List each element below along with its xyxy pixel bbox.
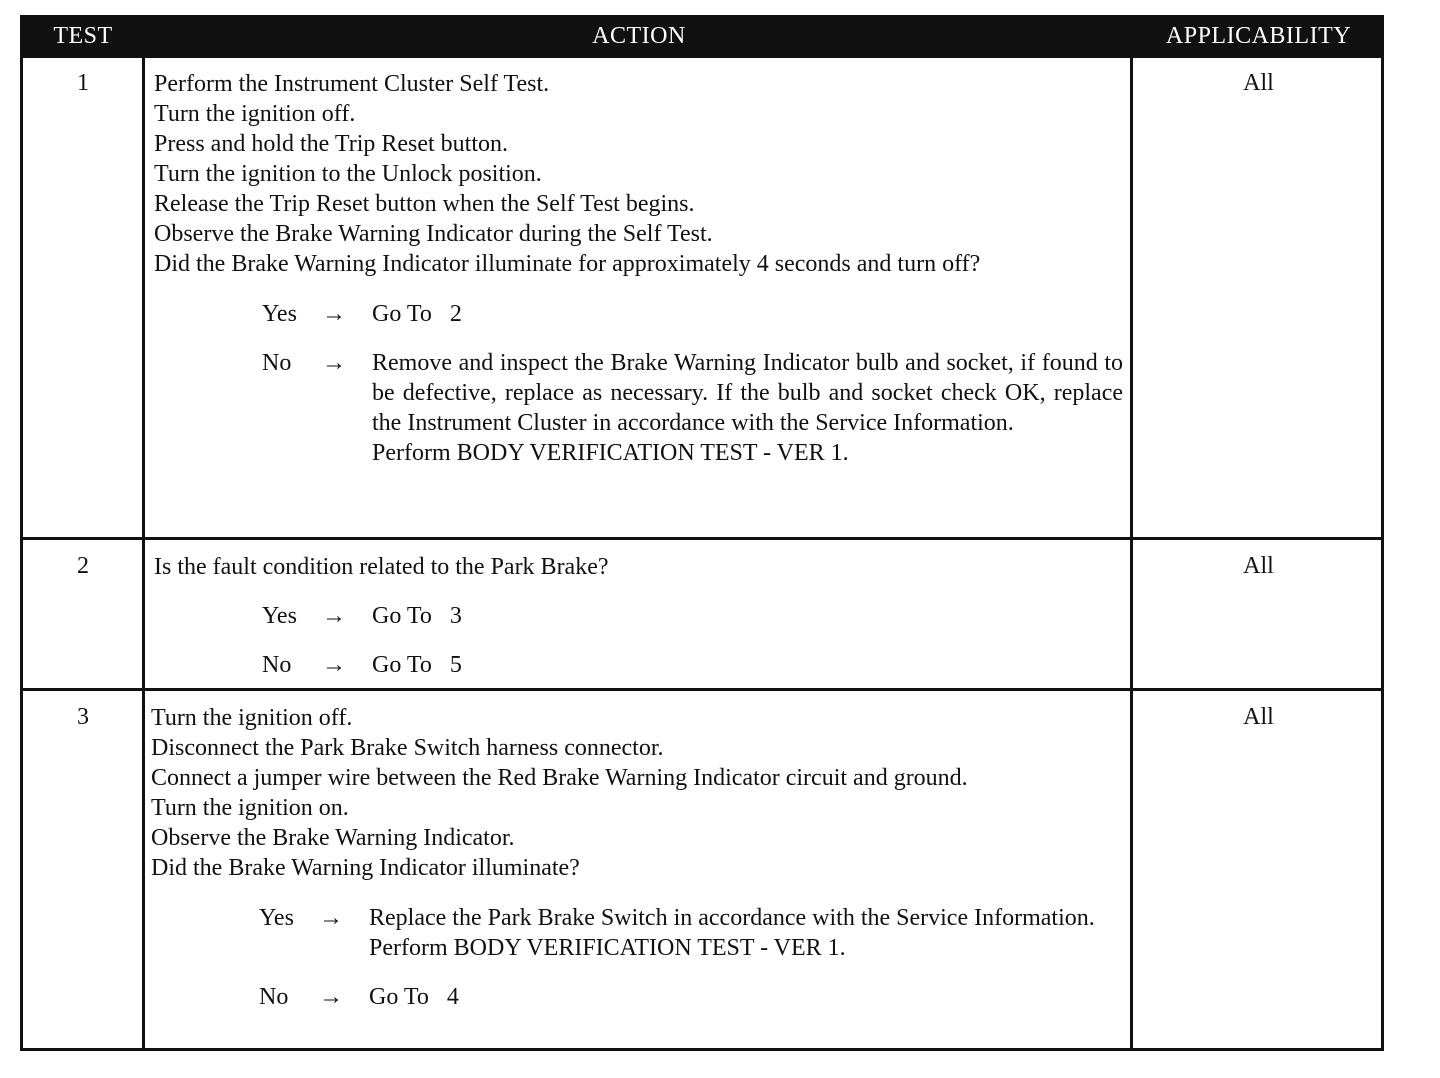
row-divider <box>23 537 1381 540</box>
no-label: No <box>262 350 292 376</box>
applicability-value: All <box>1243 704 1274 730</box>
test-number: 2 <box>77 553 89 579</box>
test-number: 1 <box>77 70 89 96</box>
right-arrow-icon: → <box>319 905 343 931</box>
yes-label: Yes <box>262 301 297 327</box>
right-arrow-icon: → <box>319 984 343 1010</box>
yes-label: Yes <box>262 603 297 629</box>
action-step: Disconnect the Park Brake Switch harness connector. <box>151 735 664 761</box>
action-cell <box>154 552 1123 680</box>
right-arrow-icon: → <box>322 301 346 327</box>
no-response <box>262 348 1123 468</box>
no-label: No <box>262 652 292 678</box>
no-label: No <box>259 984 289 1010</box>
applicability-value: All <box>1243 70 1274 96</box>
yes-action: Go To 2 <box>372 301 462 327</box>
right-arrow-icon: → <box>322 603 346 629</box>
action-question: Did the Brake Warning Indicator illuminate? <box>151 855 580 881</box>
yes-action: Go To 3 <box>372 603 462 629</box>
test-number: 3 <box>77 704 89 730</box>
yes-response <box>262 601 1123 631</box>
yes-action: Replace the Park Brake Switch in accordance with the Service Information. <box>369 905 1095 931</box>
action-step: Observe the Brake Warning Indicator during the Self Test. <box>154 221 713 247</box>
action-question: Is the fault condition related to the Park Brake? <box>154 554 609 580</box>
diagnostic-test-table <box>20 15 1384 1051</box>
no-response <box>259 982 1123 1012</box>
no-action-followup: Perform BODY VERIFICATION TEST - VER 1. <box>372 440 849 466</box>
yes-response <box>262 299 1123 329</box>
yes-action-followup: Perform BODY VERIFICATION TEST - VER 1. <box>369 935 846 961</box>
no-action: Go To 5 <box>372 652 462 678</box>
table-header <box>23 18 1381 58</box>
action-step: Turn the ignition on. <box>151 795 349 821</box>
header-test: TEST <box>53 23 113 49</box>
right-arrow-icon: → <box>322 652 346 678</box>
action-step: Press and hold the Trip Reset button. <box>154 131 509 157</box>
action-step: Perform the Instrument Cluster Self Test. <box>154 71 550 97</box>
action-step: Release the Trip Reset button when the Self Test begins. <box>154 191 695 217</box>
right-arrow-icon: → <box>322 350 346 376</box>
applicability-value: All <box>1243 553 1274 579</box>
action-step: Observe the Brake Warning Indicator. <box>151 825 515 851</box>
action-step: Turn the ignition off. <box>151 705 353 731</box>
no-action: Remove and inspect the Brake Warning Indicator bulb and socket, if found to be defective, replace as necessary. If the bulb and socket check OK, replace the Instrument Cluster in accordance with the Service Information. <box>372 350 1123 436</box>
action-question: Did the Brake Warning Indicator illuminate for approximately 4 seconds and turn off? <box>154 251 981 277</box>
row-divider <box>23 688 1381 691</box>
header-applicability: APPLICABILITY <box>1165 23 1352 49</box>
no-action: Go To 4 <box>369 984 459 1010</box>
action-cell <box>154 69 1123 468</box>
no-response <box>262 650 1123 680</box>
action-step: Turn the ignition off. <box>154 101 356 127</box>
yes-response <box>259 903 1123 963</box>
action-step: Turn the ignition to the Unlock position. <box>154 161 542 187</box>
action-cell <box>151 703 1123 1012</box>
header-action: ACTION <box>592 23 686 49</box>
action-step: Connect a jumper wire between the Red Brake Warning Indicator circuit and ground. <box>151 765 968 791</box>
yes-label: Yes <box>259 905 294 931</box>
